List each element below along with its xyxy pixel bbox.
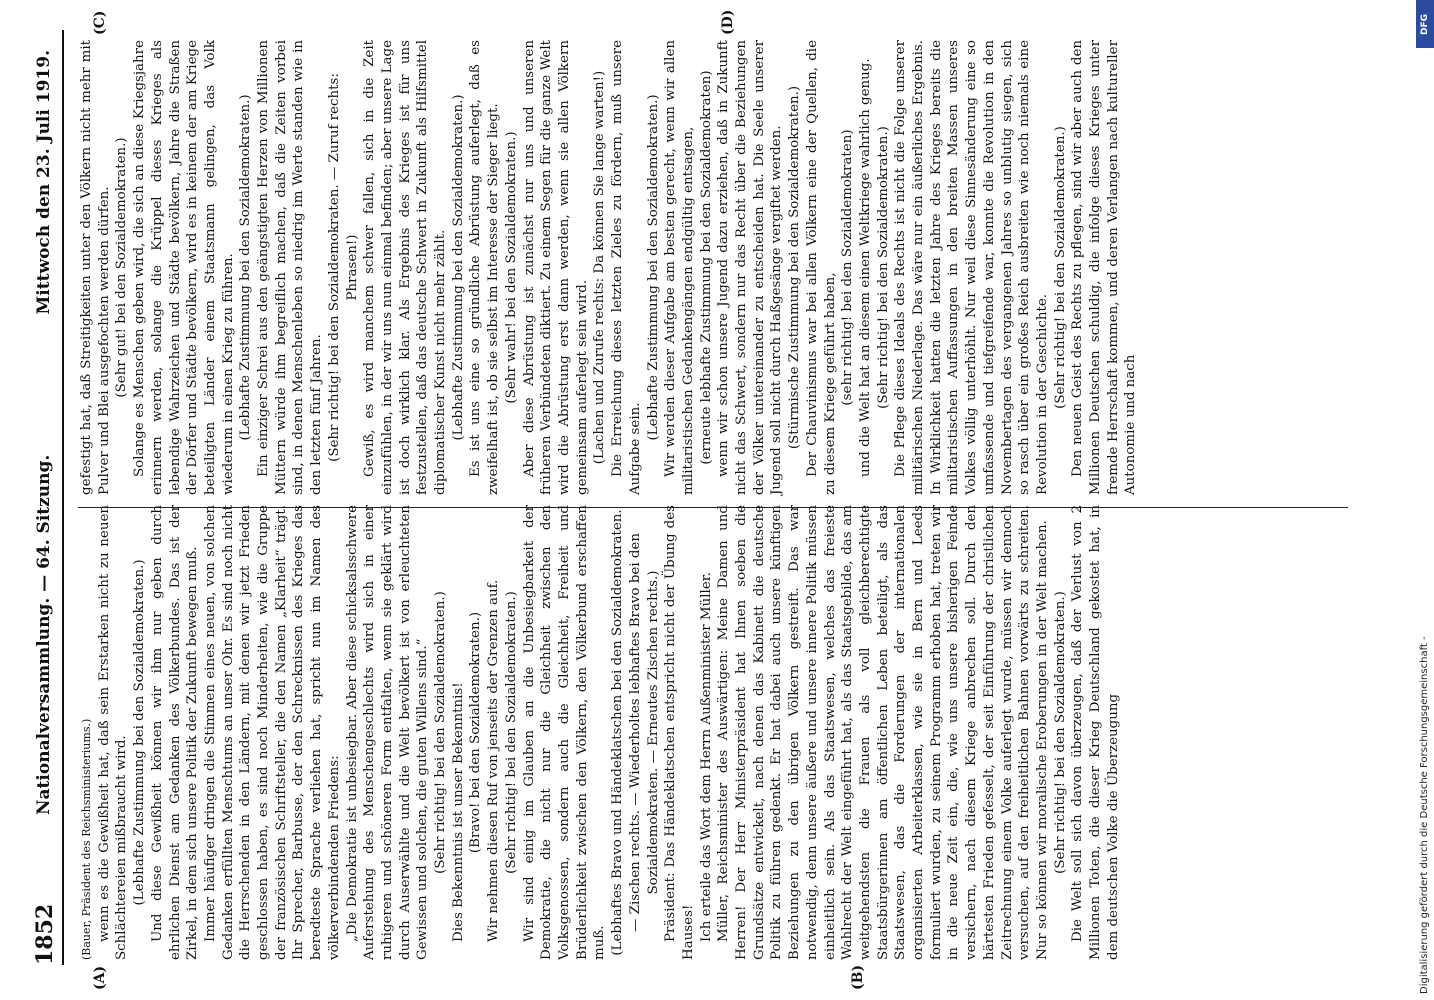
interjection: (Lachen und Zurufe rechts: Da können Sie lange warten!) <box>592 70 608 465</box>
paragraph: Solange es Menschen geben wird, die sich an diese Kriegsjahre erinnern werden, solange die Krüppel dieses Krieges als lebendige Wahrzeichen und Städte bevölkern, Jahre die Straßen der Dörfer und Städte bevölkern, wird es in keinem der am Kriege beteiligten Länder einem Staatsmann gelingen, das Volk wiederum in einen Krieg zu führen. <box>132 40 236 495</box>
paragraph: Gewiß, es wird manchem schwer fallen, sich in die Zeit einzufühlen, in der wir uns nun einmal befinden; aber unsere Lage ist doch wirklich klar. Als Ergebnis des Krieges ist für uns festzustellen, daß das deutsche Schwert in Zukunft als Hilfsmittel diplomatischer Kunst nicht mehr zählt. <box>362 40 449 495</box>
quotation: „Die Demokratie ist unbesiegbar. Aber diese schicksalsschwere Auferstehung des Menschengeschlechts wird sich in einer ruhigeren und schöneren Form entfalten, wenn sie geklärt wird durch Auserwählte und die Welt bevölkert ist von erleuchteten Gewissen und solchen, die guten Willens sind.“ <box>344 505 431 960</box>
interjection: (sehr richtig! bei den Sozialdemokraten) <box>840 129 856 406</box>
paragraph: Es ist uns eine so gründliche Abrüstung auferlegt, daß es zweifelhaft ist, ob sie selbst im Interesse der Sieger liegt. <box>468 40 502 495</box>
paragraph: gefestigt hat, daß Streitigkeiten unter den Völkern nicht mehr mit Pulver und Blei ausgefochten werden dürfen. <box>79 40 112 495</box>
interjection: (Sehr richtig! bei den Sozialdemokraten.) <box>433 591 449 874</box>
interjection: (Lebhafte Zustimmung bei den Sozialdemokraten.) <box>132 559 148 906</box>
paragraph: Aber diese Abrüstung ist zunächst nur uns und unseren früheren Verbündeten diktiert. Zu einem Segen für die ganze Welt wird die Abrüstung erst dann werden, wenn sie allen Völkern gemeinsam auferlegt sein wird. <box>521 40 590 495</box>
right-column <box>78 40 1140 495</box>
margin-mark-c: (C) <box>92 10 108 35</box>
interjection: (Sehr wahr! bei den Sozialdemokraten.) <box>503 131 519 404</box>
paragraph: Ich erteile das Wort dem Herrn Außenminister Müller. <box>698 572 714 942</box>
interjection: (Lebhafte Zustimmung bei den Sozialdemokraten.) <box>645 94 661 441</box>
interjection: (Sehr richtig! bei den Sozialdemokraten.) <box>875 126 891 409</box>
interjection: (Bravo! bei den Sozialdemokraten.) <box>468 611 484 854</box>
paragraph: Die Welt soll sich davon überzeugen, daß der Verlust von 2 Millionen Toten, die dieser Krieg Deutschland gekostet hat, in dem deutschen Volke die Überzeugung <box>1070 505 1121 960</box>
paragraph: und die Welt hat an diesem einen Weltkriege wahrlich genug. <box>857 58 873 477</box>
interjection: (Lebhafte Zustimmung bei den Sozialdemokraten.) <box>450 94 466 441</box>
interjection: (Sehr richtig! bei den Sozialdemokraten.) <box>1052 591 1068 874</box>
interjection: (erneute lebhafte Zustimmung bei den Sozialdemokraten) <box>698 70 714 465</box>
digitization-sidebar <box>1416 0 1434 1000</box>
paragraph: Den neuen Geist des Rechts zu pflegen, sind wir aber auch den Millionen Deutschen schuldig, die infolge dieses Krieges unter fremde Herrschaft kommen, und deren Verlangen nach kultureller Autonomie und nach <box>1070 40 1139 495</box>
session-title: Nationalversammlung. — 64. Sitzung. <box>34 454 54 815</box>
session-date: Mittwoch den 23. Juli 1919. <box>34 50 54 315</box>
paragraph: Wir nehmen diesen Ruf von jenseits der Grenzen auf. <box>486 579 502 942</box>
margin-mark-d: (D) <box>720 9 736 35</box>
interjection: (Lebhafte Zustimmung bei den Sozialdemokraten.) <box>238 94 254 441</box>
page-number: 1852 <box>32 903 58 965</box>
paragraph: Die Erreichung dieses letzten Zieles zu fördern, muß unsere Aufgabe sein. <box>610 40 643 495</box>
interjection: (Sehr richtig! bei den Sozialdemokraten.) <box>1052 126 1068 409</box>
interjection: (Sehr gut! bei den Sozialdemokraten.) <box>114 137 130 398</box>
paragraph: Wir sind einig im Glauben an die Unbesiegbarkeit der Demokratie, die nicht nur die Gleichheit zwischen den Volksgenossen, sondern auch die Gleichheit, Freiheit und Brüderlichkeit zwischen den Völkern, den Völkerbund erschaffen muß. <box>521 505 608 960</box>
paragraph: Der Chauvinismus war bei allen Völkern eine der Quellen, die zu diesem Kriege geführt haben, <box>804 40 838 495</box>
digitization-note: Digitalisierung gefördert durch die Deutsche Forschungsgemeinschaft - <box>1419 636 1430 994</box>
paragraph: Dies Bekenntnis ist unser Bekenntnis! <box>450 682 466 942</box>
dfg-logo: DFG <box>1416 0 1434 48</box>
interjection: (Lebhaftes Bravo und Händeklatschen bei den Sozialdemokraten. — Zischen rechts. — Wiederholtes lebhaftes Bravo bei den Sozialdemokraten. — Erneutes Zischen rechts.) <box>610 509 661 956</box>
margin-mark-b: (B) <box>850 964 866 990</box>
paragraph: Ein einziger Schrei aus den geängstigten Herzen von Millionen Müttern würde ihm begreiflich machen, daß die Zeiten vorbei sind, in denen Menschenleben so niedrig im Werte standen wie in den letzten fünf Jahren. <box>256 40 325 495</box>
paragraph: Und diese Gewißheit können wir ihm nur geben durch ehrlichen Dienst am Gedanken des Völkerbundes. Das ist der Zirkel, in dem sich unsere Politik der Zukunft bewegen muß. <box>149 505 201 960</box>
paragraph: wenn es die Gewißheit hat, daß sein Erstarken nicht zu neuen Schlächtereien mißbraucht wird. <box>96 505 130 960</box>
left-column <box>78 505 1122 960</box>
paragraph: Wir werden dieser Aufgabe am besten gerecht, wenn wir allen militaristischen Gedankengängen endgültig entsagen, <box>663 40 696 495</box>
interjection: (Sehr richtig! bei den Sozialdemokraten.) <box>503 591 519 874</box>
paragraph: Immer häufiger dringen die Stimmen eines neuen, von solchen Gedanken erfüllten Menschtums an unser Ohr. Es sind noch nicht die Herrschenden in den Ländern, mit denen wir jetzt Frieden geschlossen haben, es sind noch Minderheiten, wie die Gruppe der französischen Schriftsteller, die den Namen „Klarheit“ trägt. Ihr Sprecher, Barbusse, der den Schrecknissen des Krieges das beredteste Sprache verliehen hat, spricht nun im Namen des völkerverbindenden Friedens: <box>202 505 342 960</box>
paragraph: Die Pflege dieses Ideals des Rechts ist nicht die Folge unserer militärischen Niederlage. Das wäre nur ein äußerliches Ergebnis. In Wirklichkeit hatten die letzten Jahre des Krieges bereits die militaristischen Auffassungen in den breiten Massen unseres Volkes völlig unterhöhlt. Nur weil diese Sinnesänderung eine so umfassende und tiefgreifende war, konnte die Revolution in den Novembertagen des vergangenen Jahres so unblutig siegen, sich so rasch über ein großes Reich ausbreiten wie noch niemals eine Revolution in der Geschichte. <box>893 40 1050 495</box>
page-header <box>22 30 64 965</box>
paragraph: wenn wir schon unsere Jugend dazu erziehen, daß in Zukunft nicht das Schwert, sondern nur das Recht über die Beziehungen der Völker untereinander zu entscheiden hat. Die Seele unserer Jugend soll nicht durch Haßgesänge vergiftet werden. <box>716 40 785 495</box>
interjection: (Stürmische Zustimmung bei den Sozialdemokraten.) <box>787 85 803 450</box>
speaker-context: (Bauer, Präsident des Reichsministeriums.) <box>80 718 93 960</box>
interjection: (Sehr richtig! bei den Sozialdemokraten. — Zuruf rechts: Phrasen!) <box>326 73 360 462</box>
speech-mueller: Müller, Reichsminister des Auswärtigen: Meine Damen und Herren! Der Herr Ministerpräsident hat Ihnen soeben die Grundsätze entwickelt, nach denen das Kabinett die deutsche Politik zu führen gedenkt. Er hat dabei auch unsere künftigen Beziehungen zu den übrigen Völkern gestreift. Das war notwendig, denn unsere äußere und unsere innere Politik müssen einheitlich sein. Als das Staatswesen, welches das freieste Wahlrecht der Welt eingeführt hat, als das Staatsgebilde, das am weitgehendsten die Frauen als voll gleichberechtigte Staatsbürgerinnen am öffentlichen Leben beteiligt, als das Staatswesen, das die Forderungen der internationalen organisierten Arbeiterklassen, wie sie in Bern und Leeds formuliert wurden, zu seinem Programm erhoben hat, treten wir in die neue Zeit ein, die, wie uns unsere bisherigen Feinde versichern, nach diesem Kriege anbrechen soll. Durch den härtesten Frieden gefesselt, der seit Einführung der christlichen Zeitrechnung einem Volke auferlegt wurde, müssen wir dennoch versuchen, auf den freiheitlichen Bahnen vorwärts zu schreiten. Nur so können wir moralische Eroberungen in der Welt machen. <box>716 505 1050 960</box>
margin-mark-a: (A) <box>92 965 108 990</box>
president-remark: Präsident: Das Händeklatschen entspricht nicht der Übung des Hauses! <box>663 505 696 960</box>
